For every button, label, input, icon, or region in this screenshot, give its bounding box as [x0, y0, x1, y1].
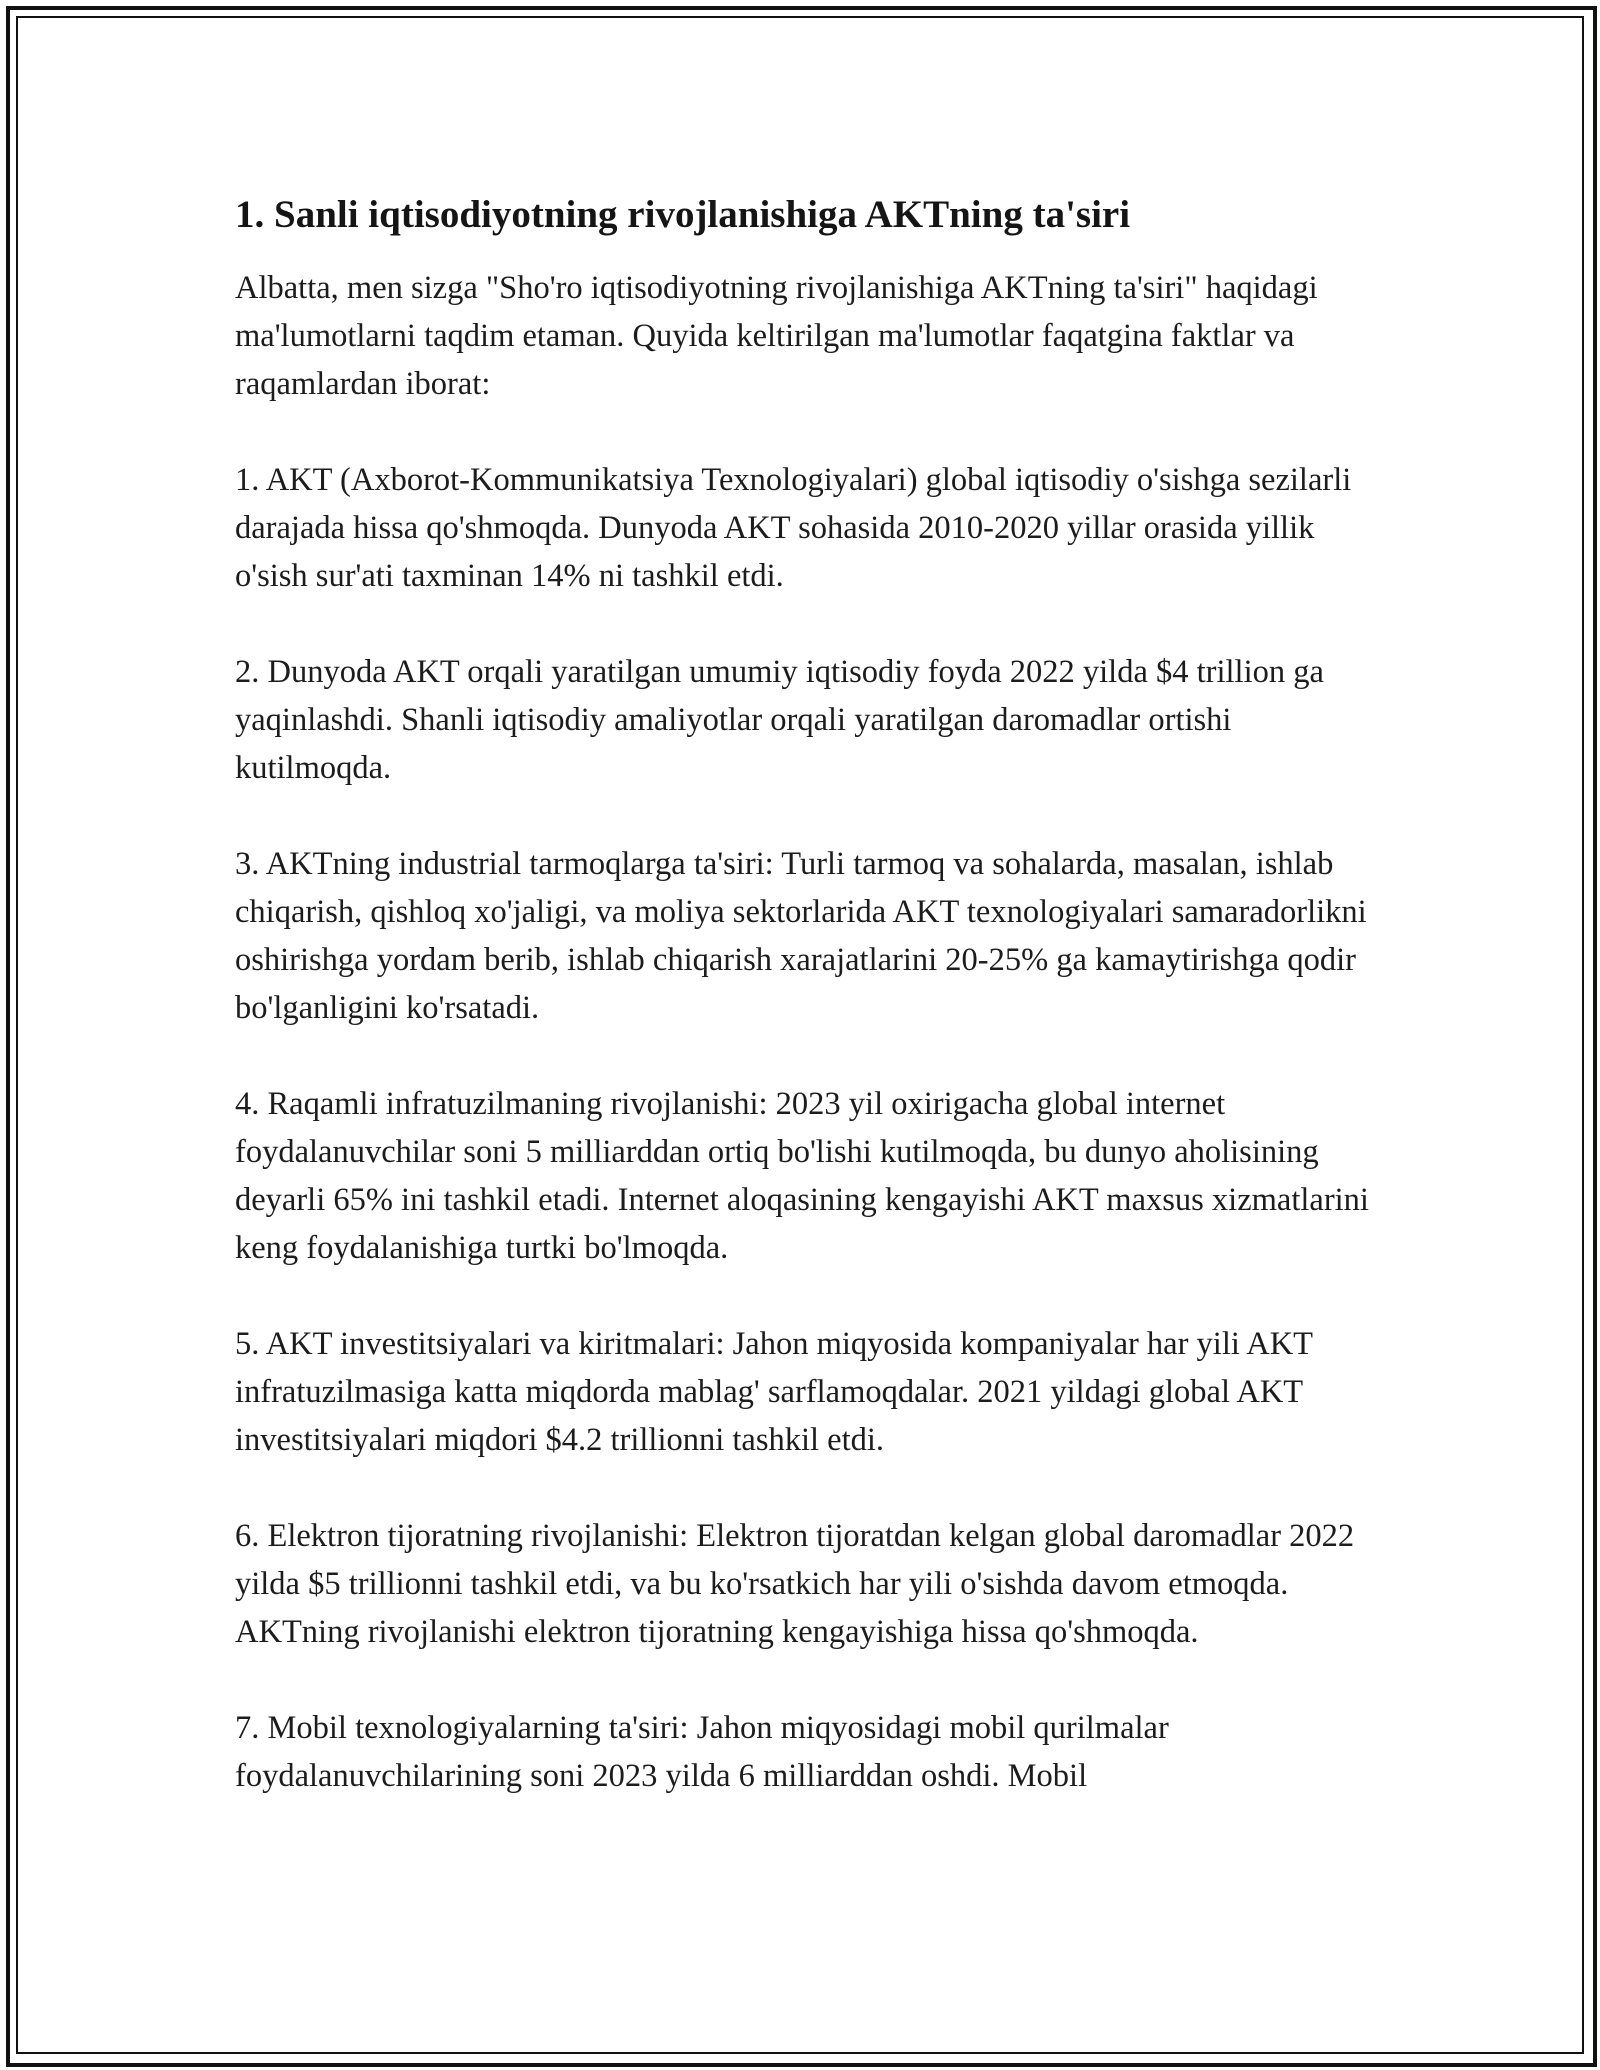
intro-paragraph: Albatta, men sizga "Sho'ro iqtisodiyotning rivojlanishiga AKTning ta'siri" haqidagi ma'lumotlarni taqdim etaman. Quyida keltirilgan ma'lumotlar faqatgina faktlar va raqamlardan iborat:: [235, 270, 1318, 402]
paragraph-item-3: 3. AKTning industrial tarmoqlarga ta'siri: Turli tarmoq va sohalarda, masalan, ishlab chiqarish, qishloq xo'jaligi, va moliya sektorlarida AKT texnologiyalari samaradorlikni oshirishga yordam berib, ishlab chiqarish xarajatlarini 20-25% ga kamaytirishga qodir bo'lganligini ko'rsatadi.: [235, 846, 1367, 1026]
paragraph-item-5: 5. AKT investitsiyalari va kiritmalari: Jahon miqyosida kompaniyalar har yili AKT infratuzilmasiga katta miqdorda mablag' sarflamoqdalar. 2021 yildagi global AKT investitsiyalari miqdori $4.2 trillionni tashkil etdi.: [235, 1326, 1313, 1458]
paragraph-item-2: 2. Dunyoda AKT orqali yaratilgan umumiy iqtisodiy foyda 2022 yilda $4 trillion ga yaqinlashdi. Shanli iqtisodiy amaliyotlar orqali yaratilgan daromadlar ortishi kutilmoqda.: [235, 654, 1324, 786]
document-body: [235, 188, 1370, 1848]
paragraph-item-7: 7. Mobil texnologiyalarning ta'siri: Jahon miqyosidagi mobil qurilmalar foydalanuvchilarining soni 2023 yilda 6 milliarddan oshdi. Mobil: [235, 1710, 1169, 1794]
document-title: 1. Sanli iqtisodiyotning rivojlanishiga AKTning ta'siri: [235, 193, 1131, 236]
paragraph-item-1: 1. AKT (Axborot-Kommunikatsiya Texnologiyalari) global iqtisodiy o'sishga sezilarli darajada hissa qo'shmoqda. Dunyoda AKT sohasida 2010-2020 yillar orasida yillik o'sish sur'ati taxminan 14% ni tashkil etdi.: [235, 462, 1352, 594]
paragraph-item-4: 4. Raqamli infratuzilmaning rivojlanishi: 2023 yil oxirigacha global internet foydalanuvchilar soni 5 milliarddan ortiq bo'lishi kutilmoqda, bu dunyo aholisining deyarli 65% ini tashkil etadi. Internet aloqasining kengayishi AKT maxsus xizmatlarini keng foydalanishiga turtki bo'lmoqda.: [235, 1086, 1369, 1266]
paragraph-item-6: 6. Elektron tijoratning rivojlanishi: Elektron tijoratdan kelgan global daromadlar 2022 yilda $5 trillionni tashkil etdi, va bu ko'rsatkich har yili o'sishda davom etmoqda. AKTning rivojlanishi elektron tijoratning kengayishiga hissa qo'shmoqda.: [235, 1518, 1355, 1650]
